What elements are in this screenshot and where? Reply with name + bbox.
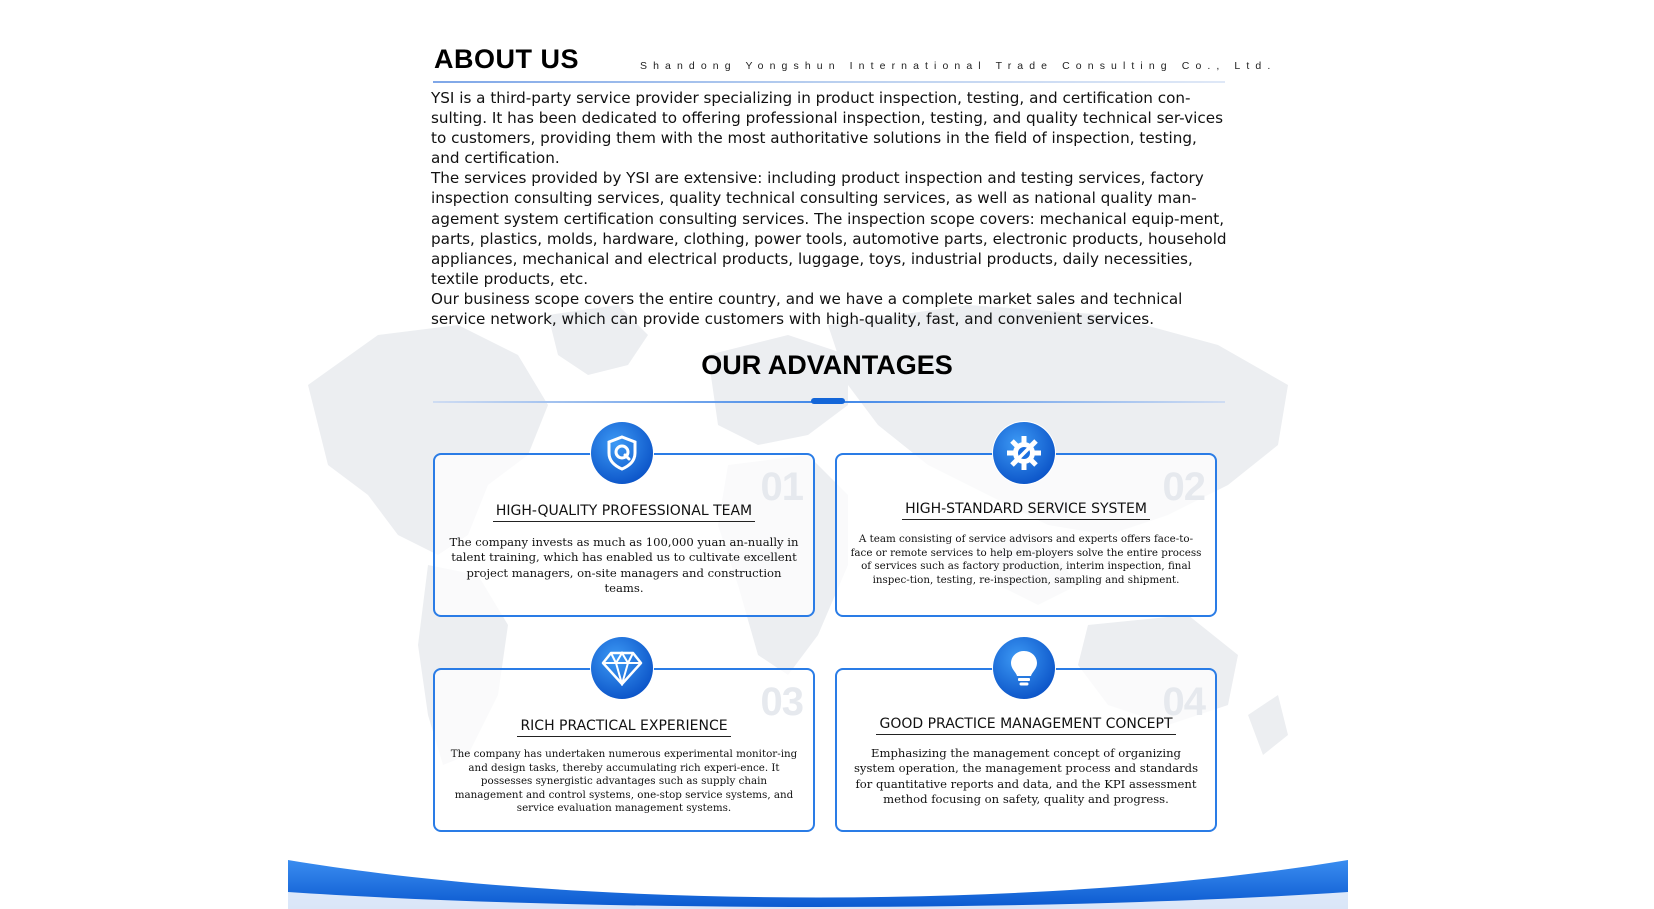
about-paragraph: YSI is a third-party service provider specializing in product inspection, testing, and certification con-sulting. It has been dedicated to offering professional inspection, testing, and quality technical ser-vices to customers, providing them with the most authoritative solutions in the field of inspection, testing, and certification.: [431, 89, 1223, 168]
card-number: 02: [1162, 465, 1205, 509]
card-description: The company has undertaken numerous experimental monitor-ing and design tasks, thereby accumulating rich experi-ence. It possesses synergistic advantages such as supply chain management and control systems, one-stop service systems, and service evaluation management systems.: [450, 748, 798, 815]
advantages-title: OUR ADVANTAGES: [701, 350, 953, 380]
about-body: [431, 88, 1227, 329]
about-divider: [433, 81, 1225, 83]
card-number: 04: [1162, 680, 1205, 724]
card-title: GOOD PRACTICE MANAGEMENT CONCEPT: [837, 716, 1215, 732]
lightbulb-icon: [992, 636, 1056, 700]
shield-q-icon: [590, 421, 654, 485]
card-number: 01: [760, 465, 803, 509]
advantages-divider-accent: [811, 398, 845, 404]
diamond-icon: [590, 636, 654, 700]
gear-wrench-icon: [992, 421, 1056, 485]
card-title: RICH PRACTICAL EXPERIENCE: [435, 718, 813, 734]
card-description: The company invests as much as 100,000 yuan an-nually in talent training, which has enabled us to cultivate excellent project managers, on-site managers and construction teams.: [449, 535, 799, 596]
company-name: Shandong Yongshun International Trade Consulting Co., Ltd.: [640, 60, 1277, 72]
card-description: A team consisting of service advisors and experts offers face-to-face or remote services to help em-ployers solve the entire process of services such as factory production, interim inspection, final inspec-tion, testing, re-inspection, sampling and shipment.: [850, 533, 1202, 586]
card-number: 03: [760, 680, 803, 724]
about-title: ABOUT US: [434, 44, 579, 74]
card-title: HIGH-QUALITY PROFESSIONAL TEAM: [435, 503, 813, 519]
card-title: HIGH-STANDARD SERVICE SYSTEM: [837, 501, 1215, 517]
about-paragraph: Our business scope covers the entire country, and we have a complete market sales and technical service network, which can provide customers with high-quality, fast, and convenient services.: [431, 289, 1183, 329]
bottom-wave-decoration: [288, 850, 1348, 909]
card-description: Emphasizing the management concept of organizing system operation, the management process and standards for quantitative reports and data, and the KPI assessment method focusing on safety, quality and progress.: [853, 746, 1199, 807]
about-paragraph: The services provided by YSI are extensive: including product inspection and testing services, factory inspection consulting services, quality technical consulting services, as well as national quality man-agement system certification consulting services. The inspection scope covers: mechanical equip-ment, parts, plastics, molds, hardware, clothing, power tools, automotive parts, electronic products, household appliances, mechanical and electrical products, luggage, toys, industrial products, daily necessities, textile products, etc.: [431, 169, 1227, 288]
